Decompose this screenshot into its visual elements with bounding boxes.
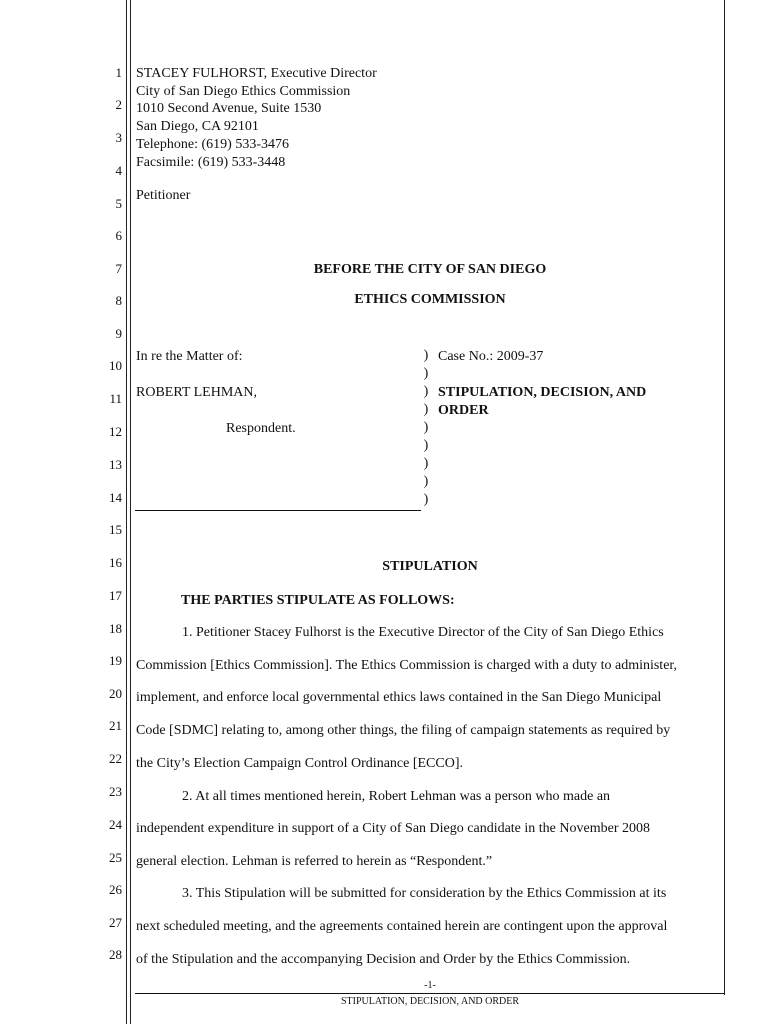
line-number: 16 bbox=[109, 555, 122, 570]
line-number: 14 bbox=[109, 490, 122, 505]
line-number: 23 bbox=[109, 784, 122, 799]
paragraph-1-line-5: the City’s Election Campaign Control Ordinance [ECCO]. bbox=[136, 756, 463, 771]
line-number: 25 bbox=[109, 850, 122, 865]
footer-title: STIPULATION, DECISION, AND ORDER bbox=[340, 996, 520, 1007]
line-number: 22 bbox=[109, 751, 122, 766]
caption-respondent-name: ROBERT LEHMAN, bbox=[136, 385, 258, 400]
paragraph-1-line-3: implement, and enforce local governmental ethics laws contained in the San Diego Municipal bbox=[136, 690, 662, 705]
header-role: Petitioner bbox=[136, 188, 191, 203]
paragraph-3-line-3: of the Stipulation and the accompanying Decision and Order by the Ethics Commission. bbox=[136, 952, 631, 967]
caption-parenthesis: ) bbox=[423, 438, 429, 453]
paragraph-1-line-1: 1. Petitioner Stacey Fulhorst is the Executive Director of the City of San Diego Ethics bbox=[182, 625, 664, 640]
line-number: 18 bbox=[109, 621, 122, 636]
header-address: 1010 Second Avenue, Suite 1530 bbox=[136, 101, 322, 116]
line-number: 17 bbox=[109, 588, 122, 603]
line-number: 12 bbox=[109, 424, 122, 439]
header-facsimile: Facsimile: (619) 533-3448 bbox=[136, 155, 286, 170]
caption-parenthesis: ) bbox=[423, 384, 429, 399]
line-number: 4 bbox=[115, 163, 122, 178]
line-number: 2 bbox=[115, 97, 122, 112]
left-margin-rule-outer bbox=[126, 0, 127, 1024]
case-number: Case No.: 2009-37 bbox=[438, 349, 544, 364]
paragraph-2-line-1: 2. At all times mentioned herein, Robert Lehman was a person who made an bbox=[182, 789, 611, 804]
line-number: 1 bbox=[115, 65, 122, 80]
paragraph-1-line-2: Commission [Ethics Commission]. The Ethics Commission is charged with a duty to administer, bbox=[136, 658, 678, 673]
paragraph-3-line-2: next scheduled meeting, and the agreements contained herein are contingent upon the approval bbox=[136, 919, 668, 934]
line-number: 15 bbox=[109, 522, 122, 537]
caption-parenthesis: ) bbox=[423, 366, 429, 381]
caption-parenthesis: ) bbox=[423, 474, 429, 489]
line-number: 19 bbox=[109, 653, 122, 668]
line-number: 26 bbox=[109, 882, 122, 897]
document-title-line1: STIPULATION, DECISION, AND bbox=[438, 385, 647, 400]
line-number: 6 bbox=[115, 228, 122, 243]
line-number: 28 bbox=[109, 947, 122, 962]
paragraph-1-line-4: Code [SDMC] relating to, among other things, the filing of campaign statements as required by bbox=[136, 723, 671, 738]
line-number: 20 bbox=[109, 686, 122, 701]
line-number: 9 bbox=[115, 326, 122, 341]
header-name: STACEY FULHORST, Executive Director bbox=[136, 66, 377, 81]
caption-matter: In re the Matter of: bbox=[136, 349, 243, 364]
court-title-line1: BEFORE THE CITY OF SAN DIEGO bbox=[313, 262, 547, 277]
line-number: 3 bbox=[115, 130, 122, 145]
caption-parenthesis: ) bbox=[423, 420, 429, 435]
header-agency: City of San Diego Ethics Commission bbox=[136, 84, 351, 99]
header-telephone: Telephone: (619) 533-3476 bbox=[136, 137, 289, 152]
paragraph-2-line-2: independent expenditure in support of a City of San Diego candidate in the November 2008 bbox=[136, 821, 650, 836]
document-title-line2: ORDER bbox=[438, 403, 489, 418]
line-number: 10 bbox=[109, 358, 122, 373]
caption-respondent-label: Respondent. bbox=[226, 421, 296, 436]
line-number: 8 bbox=[115, 293, 122, 308]
court-title-line2: ETHICS COMMISSION bbox=[354, 292, 506, 307]
line-number: 27 bbox=[109, 915, 122, 930]
line-number: 7 bbox=[115, 261, 122, 276]
header-city: San Diego, CA 92101 bbox=[136, 119, 259, 134]
caption-underline bbox=[135, 510, 421, 511]
left-margin-rule-inner bbox=[130, 0, 131, 1024]
caption-parenthesis: ) bbox=[423, 492, 429, 507]
paragraph-3-line-1: 3. This Stipulation will be submitted for consideration by the Ethics Commission at its bbox=[182, 886, 667, 901]
stipulation-subheading: THE PARTIES STIPULATE AS FOLLOWS: bbox=[181, 593, 455, 608]
caption-parenthesis: ) bbox=[423, 402, 429, 417]
caption-parenthesis: ) bbox=[423, 348, 429, 363]
line-number: 13 bbox=[109, 457, 122, 472]
line-number: 24 bbox=[109, 817, 122, 832]
footer-rule bbox=[135, 993, 725, 994]
right-margin-rule bbox=[724, 0, 725, 995]
paragraph-2-line-3: general election. Lehman is referred to herein as “Respondent.” bbox=[136, 854, 493, 869]
stipulation-heading: STIPULATION bbox=[382, 559, 478, 574]
footer-page-number: -1- bbox=[424, 980, 436, 991]
caption-parenthesis: ) bbox=[423, 456, 429, 471]
line-number: 11 bbox=[109, 391, 122, 406]
line-number: 21 bbox=[109, 718, 122, 733]
line-number: 5 bbox=[115, 196, 122, 211]
